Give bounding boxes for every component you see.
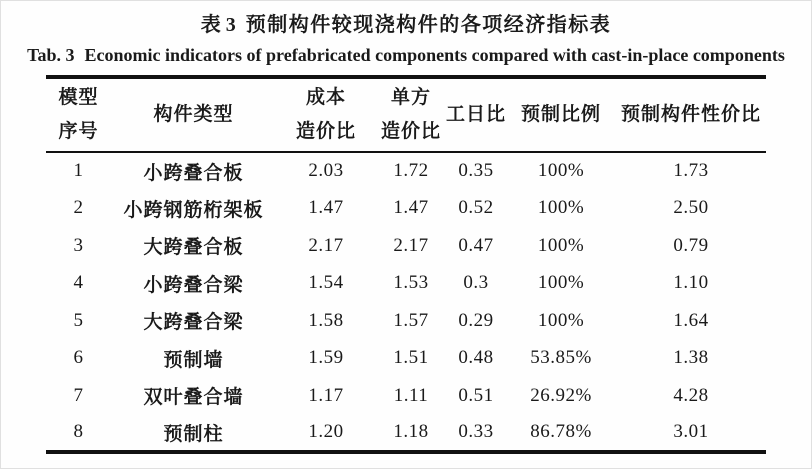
cell-cost-price-ratio: 1.17: [308, 384, 344, 406]
table-row: [46, 302, 766, 340]
header-cost-price-ratio: [276, 77, 376, 152]
cell-workday-ratio: 0.47: [458, 234, 494, 256]
cell-workday-ratio: 0.48: [458, 347, 494, 369]
cell-component-type: 预制墙: [163, 349, 224, 371]
cell-unit-price-ratio: 2.17: [393, 234, 429, 256]
header-line: 预制比例: [520, 104, 601, 125]
cell-model-number: 3: [73, 234, 84, 256]
table-row: [46, 415, 766, 453]
cell-cost-price-ratio: 2.17: [308, 234, 344, 256]
cell-cost-performance-ratio: 1.73: [673, 160, 709, 182]
header-line: 模型: [58, 87, 99, 108]
header-prefab-ratio: [506, 77, 616, 152]
cell-workday-ratio: 0.3: [463, 272, 489, 294]
cell-workday-ratio: 0.33: [458, 421, 494, 443]
cell-workday-ratio: 0.29: [458, 309, 494, 331]
header-line: 工日比: [446, 104, 507, 125]
cell-cost-price-ratio: 1.59: [308, 347, 344, 369]
table-caption-zh-number: 表 3: [200, 14, 236, 36]
header-line: 构件类型: [153, 104, 234, 125]
cell-workday-ratio: 0.52: [458, 197, 494, 219]
cell-component-type: 小跨叠合梁: [143, 274, 244, 296]
cell-cost-price-ratio: 1.20: [308, 421, 344, 443]
cell-unit-price-ratio: 1.57: [393, 309, 429, 331]
cell-component-type: 小跨钢筋桁架板: [123, 199, 264, 221]
cell-prefab-ratio: 100%: [537, 160, 585, 182]
header-workday-ratio: [446, 77, 506, 152]
cell-unit-price-ratio: 1.11: [393, 384, 429, 406]
header-line: 造价比: [295, 121, 356, 142]
cell-cost-price-ratio: 1.47: [308, 197, 344, 219]
table-caption-en-number: Tab. 3: [27, 45, 75, 65]
cell-model-number: 6: [73, 347, 84, 369]
cell-cost-price-ratio: 1.58: [308, 309, 344, 331]
cell-prefab-ratio: 100%: [537, 234, 585, 256]
table-row: [46, 340, 766, 378]
table-caption-zh-text: 预制构件较现浇构件的各项经济指标表: [245, 14, 612, 36]
table-caption-en: [1, 45, 811, 66]
cell-component-type: 大跨叠合梁: [143, 312, 244, 334]
table-caption-en-text: Economic indicators of prefabricated components compared with cast-in-place components: [84, 45, 785, 65]
cell-unit-price-ratio: 1.72: [393, 160, 429, 182]
cell-unit-price-ratio: 1.53: [393, 272, 429, 294]
cell-model-number: 7: [73, 384, 84, 406]
cell-model-number: 2: [73, 197, 84, 219]
table-header: [46, 77, 766, 152]
cell-unit-price-ratio: 1.47: [393, 197, 429, 219]
cell-cost-price-ratio: 2.03: [308, 160, 344, 182]
header-line: 预制构件性价比: [620, 104, 761, 125]
cell-component-type: 小跨叠合板: [143, 162, 244, 184]
economic-indicators-table: [46, 75, 766, 454]
table-row: [46, 190, 766, 228]
header-cost-performance-ratio: [616, 77, 766, 152]
header-line: 成本: [305, 87, 346, 108]
table-header-row: [46, 77, 766, 152]
cell-cost-performance-ratio: 3.01: [673, 421, 709, 443]
cell-prefab-ratio: 53.85%: [530, 347, 592, 369]
cell-unit-price-ratio: 1.18: [393, 421, 429, 443]
header-line: 序号: [58, 121, 99, 142]
cell-cost-performance-ratio: 2.50: [673, 197, 709, 219]
cell-model-number: 4: [73, 272, 84, 294]
cell-cost-performance-ratio: 0.79: [673, 234, 709, 256]
cell-cost-performance-ratio: 1.64: [673, 309, 709, 331]
header-component-type: [111, 77, 276, 152]
cell-component-type: 预制柱: [163, 423, 224, 445]
header-model-number: [46, 77, 111, 152]
table-row: [46, 265, 766, 303]
cell-model-number: 5: [73, 309, 84, 331]
cell-unit-price-ratio: 1.51: [393, 347, 429, 369]
table-body: [46, 152, 766, 452]
table-row: [46, 227, 766, 265]
cell-prefab-ratio: 86.78%: [530, 421, 592, 443]
cell-prefab-ratio: 100%: [537, 197, 585, 219]
cell-prefab-ratio: 26.92%: [530, 384, 592, 406]
cell-prefab-ratio: 100%: [537, 309, 585, 331]
header-line: 单方: [390, 87, 431, 108]
table-row: [46, 152, 766, 190]
cell-cost-price-ratio: 1.54: [308, 272, 344, 294]
cell-cost-performance-ratio: 4.28: [673, 384, 709, 406]
header-line: 造价比: [380, 121, 441, 142]
cell-workday-ratio: 0.35: [458, 160, 494, 182]
table-caption-zh: [1, 8, 811, 37]
cell-cost-performance-ratio: 1.10: [673, 272, 709, 294]
table-row: [46, 377, 766, 415]
cell-workday-ratio: 0.51: [458, 384, 494, 406]
cell-component-type: 双叶叠合墙: [143, 387, 244, 409]
cell-model-number: 1: [73, 160, 84, 182]
header-unit-price-ratio: [376, 77, 446, 152]
cell-prefab-ratio: 100%: [537, 272, 585, 294]
cell-model-number: 8: [73, 421, 84, 443]
cell-cost-performance-ratio: 1.38: [673, 347, 709, 369]
cell-component-type: 大跨叠合板: [143, 237, 244, 259]
